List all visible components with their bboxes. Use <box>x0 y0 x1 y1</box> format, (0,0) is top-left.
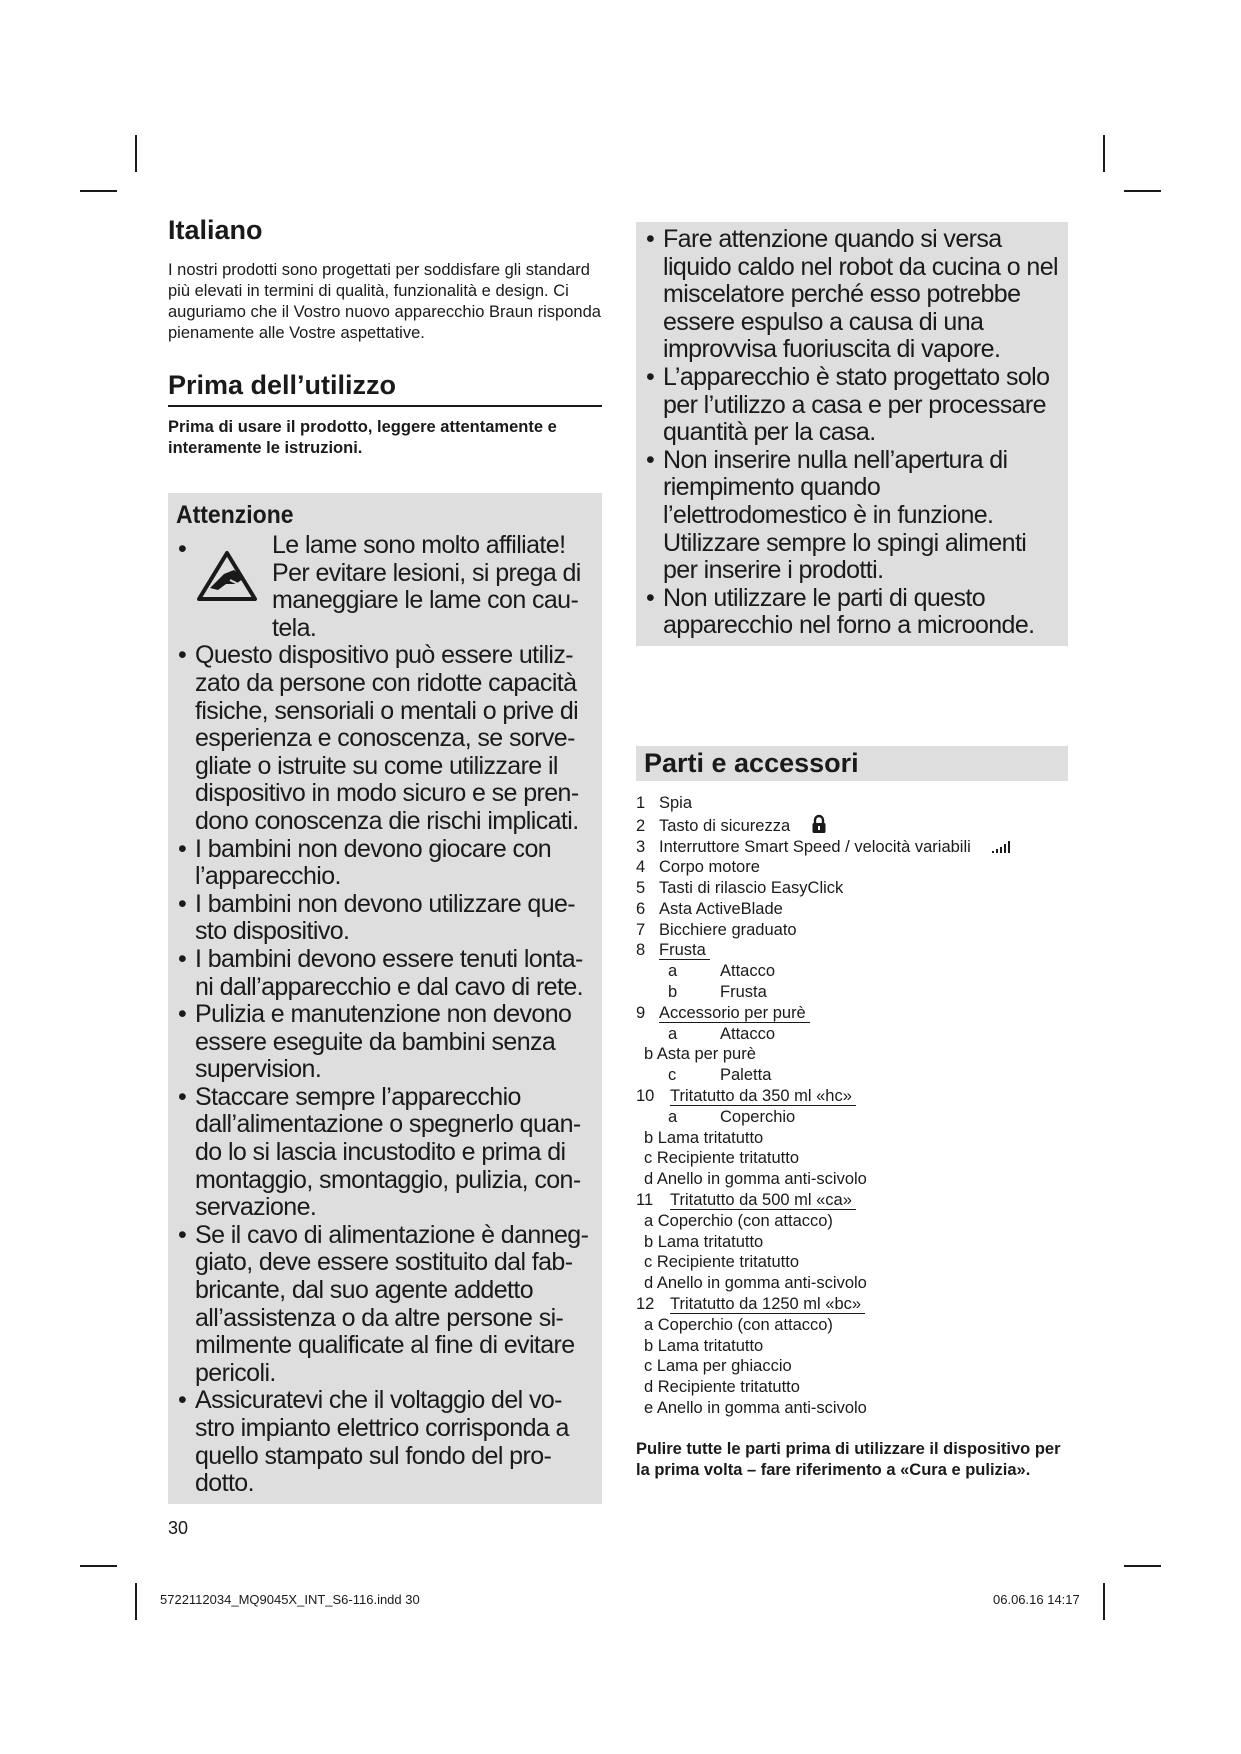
item-label: b Lama tritatutto <box>644 1232 764 1251</box>
item-label: Corpo motore <box>659 858 760 877</box>
crop-mark <box>1124 1565 1161 1567</box>
list-item <box>636 1294 1068 1315</box>
item-letter: b <box>668 983 678 1002</box>
warning-item <box>176 946 594 1001</box>
list-item <box>636 920 1068 941</box>
warning-box <box>168 493 602 1504</box>
list-item <box>636 940 1068 961</box>
item-letter: a <box>668 1107 678 1126</box>
item-label: Coperchio <box>720 1107 796 1126</box>
warning-title: Attenzione <box>176 501 294 529</box>
item-number: 4 <box>636 858 646 877</box>
bullet: • <box>178 1220 187 1249</box>
crop-mark <box>1103 1583 1105 1620</box>
item-number: 7 <box>636 920 646 939</box>
warning-item-text: I bambini non devono giocare con l’apparecchio. <box>195 834 552 891</box>
warning-item-text: Se il cavo di alimentazione è danneg-giato, deve essere sostituito dal fab-bricante, dal suo agente addetto all’assistenza o da altre persone si-milmente qualificate al fine di evitare pericoli. <box>195 1220 589 1387</box>
warning-item <box>642 585 1062 640</box>
crop-mark <box>1103 135 1105 172</box>
warning-list-continued <box>642 226 1062 640</box>
bullet: • <box>178 1386 187 1415</box>
page-number: 30 <box>168 1518 189 1538</box>
warning-item <box>176 1387 594 1497</box>
bullet: • <box>178 944 187 973</box>
list-item <box>636 1356 1068 1377</box>
warning-item <box>642 447 1062 585</box>
left-column <box>168 215 602 1504</box>
warning-item-text: Pulizia e manutenzione non devono essere eseguite da bambini senza supervision. <box>195 1000 572 1084</box>
warning-item <box>642 226 1062 364</box>
crop-mark <box>80 1565 117 1567</box>
bullet: • <box>646 445 655 474</box>
warning-item <box>176 642 594 835</box>
list-item <box>636 1044 1068 1065</box>
list-item <box>636 814 1068 837</box>
list-item <box>636 878 1068 899</box>
item-number: 11 <box>636 1191 654 1210</box>
list-item <box>636 1232 1068 1253</box>
warning-item-text: Fare attenzione quando si versa liquido caldo nel robot da cucina o nel miscelatore perché esso potrebbe essere espulso a causa di una improvvisa fuoriuscita di vapore. <box>663 225 1058 364</box>
warning-item-text: Questo dispositivo può essere utiliz-zato da persone con ridotte capacità fisiche, sensoriali o mentali o prive di esperienza e conoscenza, se sorve-gliate o istruite su come utilizzare il dispositivo in modo sicuro e se pren-dono conoscenza die rischi implicati. <box>195 641 579 835</box>
list-item <box>636 1336 1068 1357</box>
item-label: Frusta <box>720 983 767 1002</box>
item-label: Bicchiere graduato <box>659 920 797 939</box>
warning-item-text: L’apparecchio è stato progettato solo per l’utilizzo a casa e per processare quantità per la casa. <box>663 362 1050 447</box>
warning-item <box>176 1001 594 1084</box>
warning-item-text: Staccare sempre l’apparecchio dall’alimentazione o spegnerlo quan-do lo si lascia incustodito e prima di montaggio, smontaggio, pulizia, con-servazione. <box>195 1082 581 1222</box>
bullet: • <box>646 362 655 391</box>
warning-box-continued <box>636 222 1068 646</box>
item-label: Tritatutto da 1250 ml «bc» <box>670 1295 865 1314</box>
warning-item-text: Non inserire nulla nell’apertura di riempimento quando l’elettrodomestico è in funzione. Utilizzare sempre lo spingi alimenti per inserire i prodotti. <box>663 445 1027 585</box>
item-number: 3 <box>636 837 646 856</box>
list-item <box>636 1148 1068 1169</box>
item-number: 6 <box>636 899 646 918</box>
bullet: • <box>178 889 187 918</box>
intro-text: I nostri prodotti sono progettati per soddisfare gli standard più elevati in termini di qualità, funzionalità e design. Ci auguriamo che il Vostro nuovo apparecchio Braun risponda pienamente alle Vostre aspettative. <box>168 261 601 342</box>
list-item <box>636 1315 1068 1336</box>
list-item <box>636 982 1068 1003</box>
list-item <box>636 1107 1068 1128</box>
before-use-heading: Prima dell’utilizzo <box>168 370 602 407</box>
language-heading: Italiano <box>168 215 263 245</box>
warning-item <box>642 364 1062 447</box>
item-label: b Lama tritatutto <box>644 1336 764 1355</box>
item-number: 2 <box>636 816 646 835</box>
list-item <box>636 1128 1068 1149</box>
item-label: Attacco <box>720 1024 776 1043</box>
item-label: Accessorio per purè <box>659 1004 810 1023</box>
item-label: a Coperchio (con attacco) <box>644 1211 833 1230</box>
bullet: • <box>178 834 187 863</box>
item-number: 5 <box>636 879 646 898</box>
parts-heading: Parti e accessori <box>636 746 1068 781</box>
item-label: Asta ActiveBlade <box>659 899 783 918</box>
item-letter: c <box>668 1066 677 1085</box>
warning-item <box>176 836 594 891</box>
item-label: Frusta <box>659 941 710 960</box>
warning-item-text: Le lame sono molto affiliate! Per evitare lesioni, si prega di maneggiare le lame con cau-tela. <box>272 531 581 642</box>
list-item <box>636 1377 1068 1398</box>
bullet: • <box>178 641 187 670</box>
bullet: • <box>178 1000 187 1029</box>
warning-item-text: Non utilizzare le parti di questo apparecchio nel forno a microonde. <box>663 583 1035 640</box>
before-use-note: Prima di usare il prodotto, leggere attentamente e interamente le istruzioni. <box>168 418 557 457</box>
warning-item <box>176 532 594 642</box>
item-label: c Recipiente tritatutto <box>644 1149 799 1168</box>
right-column <box>636 222 1068 1481</box>
item-number: 12 <box>636 1295 655 1314</box>
crop-mark <box>1124 190 1161 192</box>
slug-right: 06.06.16 14:17 <box>993 1592 1080 1607</box>
bullet: • <box>646 583 655 612</box>
item-label: d Anello in gomma anti-scivolo <box>644 1170 867 1189</box>
list-item <box>636 1273 1068 1294</box>
item-letter: a <box>668 1024 678 1043</box>
list-item <box>636 1190 1068 1211</box>
crop-mark <box>80 190 117 192</box>
list-item <box>636 837 1068 858</box>
item-label: Paletta <box>720 1066 772 1085</box>
warning-item-text: I bambini non devono utilizzare que-sto dispositivo. <box>195 889 576 946</box>
warning-item <box>176 1084 594 1222</box>
lock-icon <box>811 814 827 834</box>
warning-list <box>176 532 594 1498</box>
list-item <box>636 1003 1068 1024</box>
list-item <box>636 1086 1068 1107</box>
crop-mark <box>135 1583 137 1620</box>
warning-item <box>176 891 594 946</box>
item-label: Interruttore Smart Speed / velocità variabili <box>659 837 971 856</box>
item-number: 1 <box>636 793 646 812</box>
item-label: Tritatutto da 350 ml «hc» <box>670 1087 856 1106</box>
list-item <box>636 1252 1068 1273</box>
item-label: Tritatutto da 500 ml «ca» <box>670 1191 856 1210</box>
warning-item-text: Assicuratevi che il voltaggio del vo-stro impianto elettrico corrisponda a quello stampato sul fondo del pro-dotto. <box>195 1386 569 1498</box>
warning-item-text: I bambini devono essere tenuti lonta-ni dall’apparecchio e dal cavo di rete. <box>195 944 583 1001</box>
cleaning-note: Pulire tutte le parti prima di utilizzare il dispositivo per la prima volta – fare riferimento a «Cura e pulizia». <box>636 1439 1061 1479</box>
item-label: Spia <box>659 793 693 812</box>
item-label: b Asta per purè <box>644 1045 756 1064</box>
list-item <box>636 1024 1068 1045</box>
list-item <box>636 899 1068 920</box>
list-item <box>636 961 1068 982</box>
bullet: • <box>178 535 187 563</box>
list-item <box>636 1211 1068 1232</box>
blade-hazard-icon <box>176 532 272 642</box>
speed-bars-icon <box>991 840 1015 854</box>
item-label: Tasti di rilascio EasyClick <box>659 879 844 898</box>
item-label: d Recipiente tritatutto <box>644 1378 800 1397</box>
list-item <box>636 1065 1068 1086</box>
list-item <box>636 1398 1068 1419</box>
item-label: c Recipiente tritatutto <box>644 1253 799 1272</box>
crop-mark <box>135 135 137 172</box>
parts-list <box>636 793 1068 1419</box>
item-label: Attacco <box>720 962 776 981</box>
item-label: a Coperchio (con attacco) <box>644 1315 833 1334</box>
bullet: • <box>178 1082 187 1111</box>
item-number: 9 <box>636 1003 646 1022</box>
item-label: d Anello in gomma anti-scivolo <box>644 1274 867 1293</box>
item-label: e Anello in gomma anti-scivolo <box>644 1399 867 1418</box>
list-item <box>636 793 1068 814</box>
slug-left: 5722112034_MQ9045X_INT_S6-116.indd 30 <box>160 1592 420 1607</box>
item-number: 8 <box>636 941 646 960</box>
bullet: • <box>646 225 655 253</box>
list-item <box>636 857 1068 878</box>
warning-item <box>176 1222 594 1388</box>
item-letter: a <box>668 962 678 981</box>
item-label: b Lama tritatutto <box>644 1128 764 1147</box>
item-label: Tasto di sicurezza <box>659 816 791 835</box>
list-item <box>636 1169 1068 1190</box>
item-number: 10 <box>636 1087 655 1106</box>
item-label: c Lama per ghiaccio <box>644 1357 792 1376</box>
